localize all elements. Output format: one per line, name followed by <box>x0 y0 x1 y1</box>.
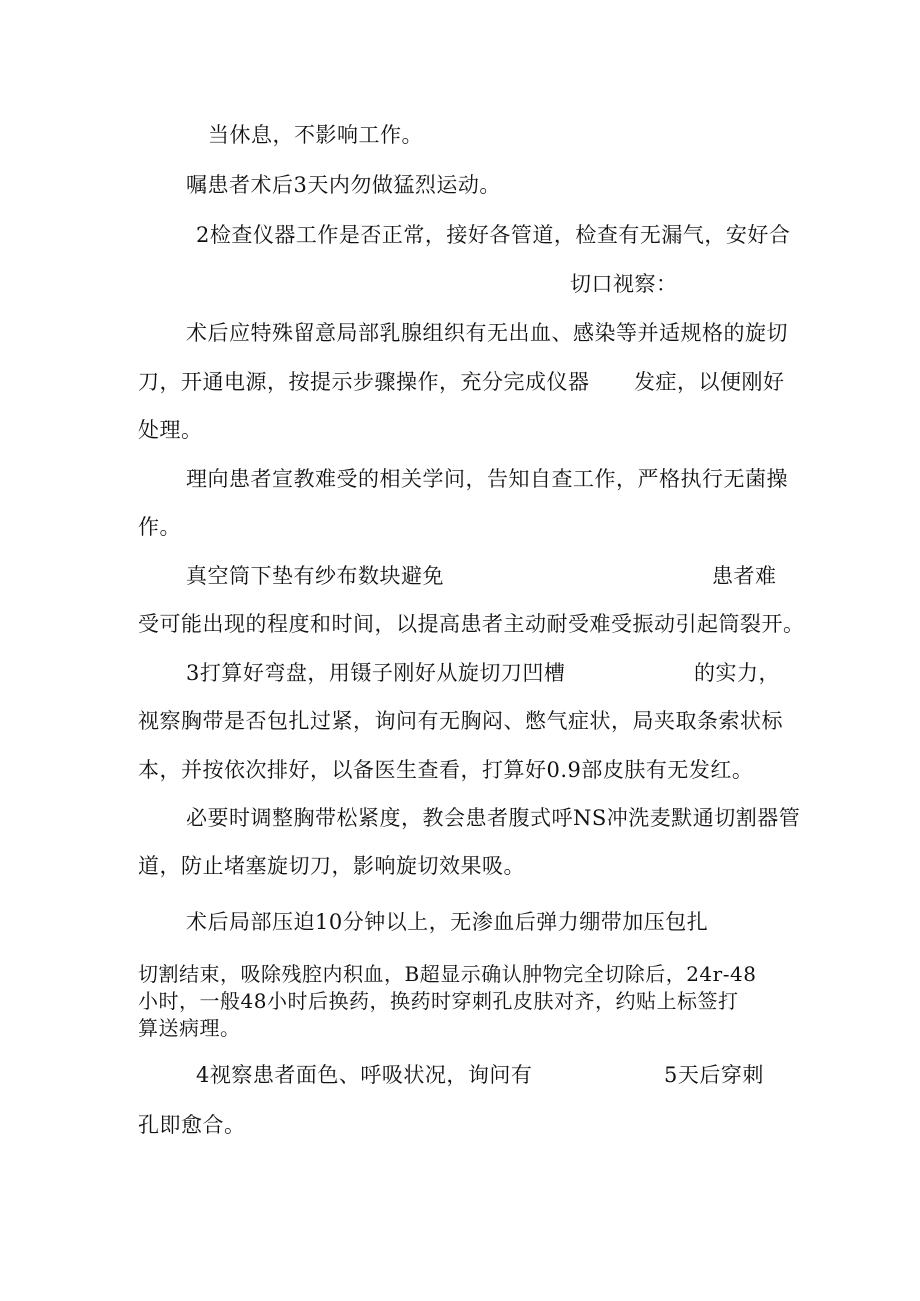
text-line: 5天后穿刺 <box>664 1063 764 1087</box>
text-line: 切口视察： <box>570 272 678 296</box>
text-line: 必要时调整胸带松紧度，教会患者腹式呼NS冲洗麦默通切割器管 <box>186 806 801 830</box>
text-line: 患者难 <box>712 564 777 588</box>
text-line: 嘱患者术后3天内勿做猛烈运动。 <box>186 173 501 197</box>
text-line: 作。 <box>138 515 181 539</box>
text-line: 刀，开通电源，按提示步骤操作，充分完成仪器 <box>138 370 590 394</box>
text-line: 视察胸带是否包扎过紧，询问有无胸闷、憋气症状，局夹取条索状标 <box>138 709 783 733</box>
text-line: 的实力， <box>694 661 780 685</box>
text-line: 真空筒下垫有纱布数块避免 <box>186 564 444 588</box>
text-line: 小时，一般48小时后换药，换药时穿刺孔皮肤对齐，约贴上标签打 <box>138 989 739 1013</box>
text-line: 切割结束，吸除残腔内积血，B超显示确认肿物完全切除后，24r-48 <box>138 962 757 986</box>
text-line: 2检查仪器工作是否正常，接好各管道，检查有无漏气，安好合 <box>196 223 791 247</box>
text-line: 算送病理。 <box>138 1016 241 1040</box>
text-line: 4视察患者面色、呼吸状况，询问有 <box>196 1063 533 1087</box>
text-line: 受可能出现的程度和时间，以提高患者主动耐受难受振动引起筒裂开。 <box>138 612 805 636</box>
text-line: 处理。 <box>138 418 203 442</box>
text-line: 术后局部压迫10分钟以上，无渗血后弹力绷带加压包扎 <box>186 910 709 934</box>
text-line: 当休息，不影响工作。 <box>208 123 423 147</box>
text-line: 孔即愈合。 <box>138 1113 246 1137</box>
text-line: 本，并按依次排好，以备医生查看，打算好0.9部皮肤有无发红。 <box>138 758 754 782</box>
text-line: 发症，以便刚好 <box>634 370 785 394</box>
text-line: 理向患者宣教难受的相关学问，告知自查工作，严格执行无菌操 <box>186 467 788 491</box>
text-line: 术后应特殊留意局部乳腺组织有无出血、感染等并适规格的旋切 <box>186 321 788 345</box>
text-line: 道，防止堵塞旋切刀，影响旋切效果吸。 <box>138 854 525 878</box>
text-line: 3打算好弯盘，用镊子刚好从旋切刀凹槽 <box>186 661 566 685</box>
